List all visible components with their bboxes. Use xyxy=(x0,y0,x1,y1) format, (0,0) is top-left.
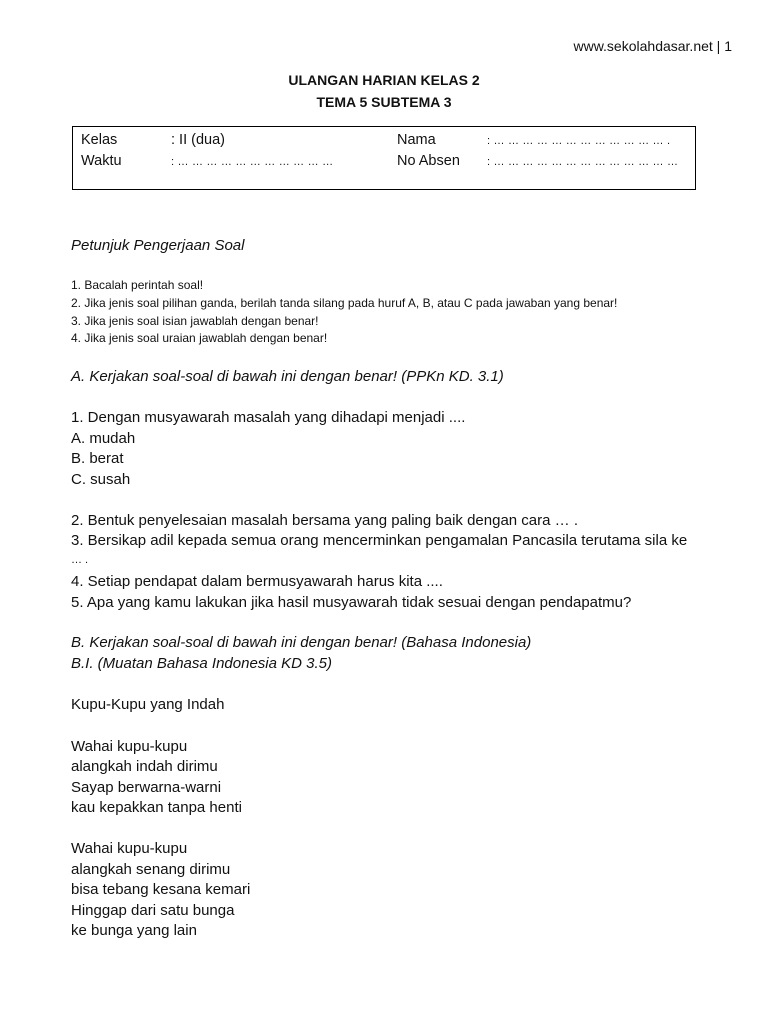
instruction-item: 4. Jika jenis soal uraian jawablah dengan benar! xyxy=(71,331,328,345)
page-title: ULANGAN HARIAN KELAS 2 xyxy=(288,72,480,88)
instruction-item: 2. Jika jenis soal pilihan ganda, berilah tanda silang pada huruf A, B, atau C pada jawaban yang benar! xyxy=(71,296,618,310)
waktu-field[interactable]: : … … … … … … … … … … … xyxy=(171,156,334,168)
instructions-title: Petunjuk Pengerjaan Soal xyxy=(71,237,245,254)
kelas-label: Kelas xyxy=(81,132,118,148)
page-subtitle: TEMA 5 SUBTEMA 3 xyxy=(316,94,452,110)
question-4: 4. Setiap pendapat dalam bermusyawarah harus kita .... xyxy=(71,573,443,590)
poem-line: Wahai kupu-kupu xyxy=(71,738,188,755)
nama-field[interactable]: : … … … … … … … … … … … … . xyxy=(487,135,671,147)
poem-line: bisa tebang kesana kemari xyxy=(71,881,251,898)
section-b-subheading: B.I. (Muatan Bahasa Indonesia KD 3.5) xyxy=(71,655,332,672)
instruction-item: 1. Bacalah perintah soal! xyxy=(71,278,204,292)
student-info-box xyxy=(72,126,696,190)
poem-line: Sayap berwarna-warni xyxy=(71,779,222,796)
question-1-option-b[interactable]: B. berat xyxy=(71,450,124,467)
absen-field[interactable]: : … … … … … … … … … … … … … xyxy=(487,156,679,168)
instruction-item: 3. Jika jenis soal isian jawablah dengan benar! xyxy=(71,314,319,328)
question-3-continuation: … . xyxy=(71,554,89,566)
question-2: 2. Bentuk penyelesaian masalah bersama yang paling baik dengan cara … . xyxy=(71,512,578,529)
page-header-url: www.sekolahdasar.net | 1 xyxy=(573,38,732,54)
question-3: 3. Bersikap adil kepada semua orang mencerminkan pengamalan Pancasila terutama sila ke xyxy=(71,532,688,549)
question-5: 5. Apa yang kamu lakukan jika hasil musyawarah tidak sesuai dengan pendapatmu? xyxy=(71,594,632,611)
section-a-heading: A. Kerjakan soal-soal di bawah ini dengan benar! (PPKn KD. 3.1) xyxy=(71,368,504,385)
question-1-option-a[interactable]: A. mudah xyxy=(71,430,136,447)
poem-line: Hinggap dari satu bunga xyxy=(71,902,235,919)
question-1: 1. Dengan musyawarah masalah yang dihadapi menjadi .... xyxy=(71,409,466,426)
kelas-value: : II (dua) xyxy=(171,132,225,148)
nama-label: Nama xyxy=(397,132,436,148)
poem-line: kau kepakkan tanpa henti xyxy=(71,799,242,816)
poem-line: ke bunga yang lain xyxy=(71,922,197,939)
absen-label: No Absen xyxy=(397,153,460,169)
poem-title: Kupu-Kupu yang Indah xyxy=(71,696,225,713)
section-b-heading: B. Kerjakan soal-soal di bawah ini dengan benar! (Bahasa Indonesia) xyxy=(71,634,532,651)
poem-line: alangkah senang dirimu xyxy=(71,861,231,878)
poem-line: Wahai kupu-kupu xyxy=(71,840,188,857)
question-1-option-c[interactable]: C. susah xyxy=(71,471,131,488)
waktu-label: Waktu xyxy=(81,153,122,169)
poem-line: alangkah indah dirimu xyxy=(71,758,218,775)
